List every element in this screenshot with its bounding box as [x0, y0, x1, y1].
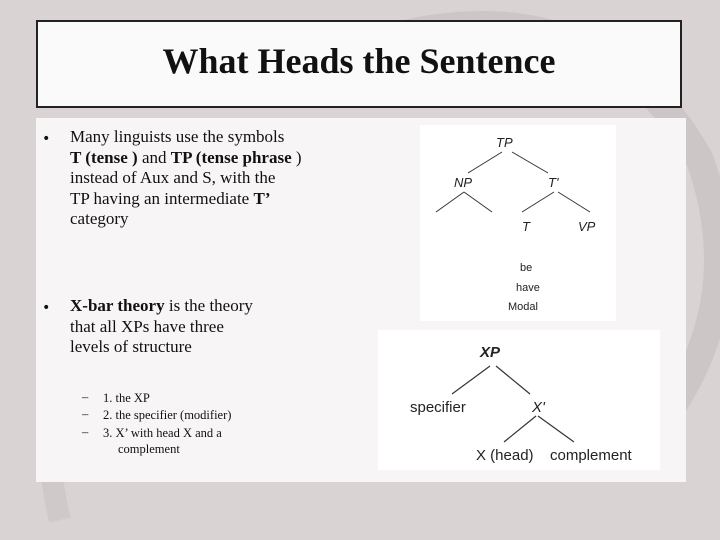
- sub-dash: –: [82, 390, 89, 404]
- node-specifier: specifier: [410, 399, 466, 416]
- tree-branch: [512, 152, 548, 173]
- node-xbar: X': [532, 399, 545, 416]
- tree-branch: [436, 192, 464, 212]
- tp-tree-svg: [420, 125, 616, 321]
- bullet-text-xbar: [70, 296, 360, 358]
- tree-branch: [464, 192, 492, 212]
- sub-item: complement: [118, 442, 180, 456]
- filler-modal: Modal: [508, 301, 538, 313]
- tp-tree-diagram: [420, 125, 616, 321]
- node-t: T: [522, 219, 530, 234]
- tree-branch: [558, 192, 590, 212]
- bullet-line: levels of structure: [70, 337, 192, 356]
- node-complement: complement: [550, 447, 632, 464]
- node-tp: TP: [496, 135, 513, 150]
- sub-dash: –: [82, 407, 89, 421]
- bullet-line: that all XPs have three: [70, 316, 224, 336]
- tree-branch: [522, 192, 554, 212]
- tree-branch: [496, 366, 530, 394]
- filler-be: be: [520, 262, 533, 274]
- tree-branch: [504, 416, 536, 442]
- sub-item: 2. the specifier (modifier): [103, 408, 232, 422]
- title-box: [36, 20, 682, 108]
- bullet-marker: •: [42, 131, 51, 147]
- bullet-line: category: [70, 209, 129, 228]
- xbar-tree-svg: [378, 330, 660, 470]
- bullet-line: TP having an intermediate T’: [70, 188, 271, 208]
- node-vp: VP: [578, 219, 596, 234]
- xbar-tree-diagram: [378, 330, 660, 470]
- bullet-line: Many linguists use the symbols: [70, 127, 285, 146]
- bullet-line: T (tense ) and TP (tense phrase ): [70, 147, 302, 167]
- tree-branch: [452, 366, 490, 394]
- node-np: NP: [454, 175, 473, 190]
- node-head: X (head): [476, 447, 534, 464]
- node-xp: XP: [480, 344, 501, 361]
- bullet-line: instead of Aux and S, with the: [70, 168, 276, 187]
- sub-item: 3. X’ with head X and a: [103, 426, 222, 440]
- bullet-line: X-bar theory is the theory: [70, 296, 253, 315]
- bullet-text-tp: [70, 127, 360, 230]
- filler-have: have: [516, 282, 540, 294]
- sub-dash: –: [82, 425, 89, 439]
- node-tbar: T': [548, 175, 559, 190]
- tree-branch: [468, 152, 502, 173]
- page-title: What Heads the Sentence: [162, 41, 556, 81]
- sub-item: 1. the XP: [103, 391, 150, 405]
- tree-branch: [538, 416, 574, 442]
- bullet-marker: •: [42, 300, 51, 316]
